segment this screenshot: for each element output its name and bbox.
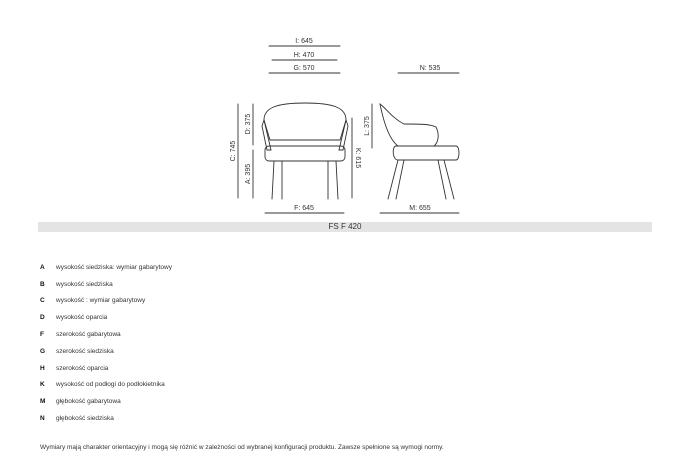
legend-text: wysokość oparcia — [56, 314, 108, 322]
side-seat — [393, 146, 459, 160]
legend-item — [40, 293, 172, 310]
legend-text: szerokość oparcia — [56, 364, 109, 372]
legend-item — [40, 410, 172, 427]
legend-text: wysokość : wymiar gabarytowy — [56, 297, 146, 305]
legend-text: głębokość siedziska — [56, 415, 114, 423]
dim-label-c: C: 745 — [230, 140, 237, 162]
legend-text: wysokość siedziska: wymiar gabarytowy — [56, 263, 172, 271]
dimension-legend — [40, 259, 172, 427]
legend-key: D — [40, 314, 45, 322]
technical-drawing — [0, 0, 681, 222]
model-name-bar — [38, 222, 652, 232]
legend-key: F — [40, 331, 44, 339]
front-leg-4 — [336, 161, 338, 199]
dim-label-m: M: 655 — [409, 205, 431, 212]
legend-item — [40, 343, 172, 360]
legend-key: G — [40, 347, 46, 355]
dim-label-a: A: 395 — [245, 163, 252, 185]
dim-label-g: G: 570 — [293, 65, 315, 72]
legend-item — [40, 276, 172, 293]
legend-key: H — [40, 364, 45, 372]
dim-label-n: N: 535 — [419, 65, 441, 72]
front-seat — [265, 146, 345, 161]
footnote: Wymiary mają charakter orientacyjny i mogą się różnić w zależności od wybranej konfiguracji produktu. Zawsze spełnione są wymogi normy. — [40, 444, 444, 451]
legend-item — [40, 326, 172, 343]
legend-text: głębokość gabarytowa — [56, 398, 121, 406]
legend-key: A — [40, 263, 45, 271]
dim-label-l: L: 375 — [364, 116, 371, 136]
dim-label-d: D: 375 — [245, 113, 252, 135]
legend-text: szerokość gabarytowa — [56, 331, 121, 339]
front-backrest — [264, 103, 346, 140]
model-name: FS F 420 — [328, 222, 362, 231]
front-armrest-right — [339, 120, 348, 150]
dim-label-h: H: 470 — [293, 52, 315, 59]
legend-key: B — [40, 280, 45, 288]
dim-label-k: K: 615 — [354, 147, 361, 169]
dim-label-f: F: 645 — [294, 205, 314, 212]
side-leg-2 — [396, 160, 404, 199]
side-backrest — [380, 104, 438, 146]
legend-key: N — [40, 415, 45, 423]
side-leg-4 — [444, 160, 454, 199]
legend-key: C — [40, 297, 45, 305]
legend-item — [40, 377, 172, 394]
legend-text: wysokość siedziska — [56, 280, 113, 288]
legend-item — [40, 360, 172, 377]
front-armrest-left — [262, 120, 271, 150]
legend-key: M — [40, 398, 46, 406]
legend-item — [40, 309, 172, 326]
legend-item — [40, 393, 172, 410]
front-leg-1 — [272, 161, 274, 199]
legend-text: szerokość siedziska — [56, 347, 114, 355]
legend-text: wysokość od podłogi do podłokietnika — [56, 381, 165, 389]
side-leg-1 — [388, 160, 398, 199]
side-leg-3 — [438, 160, 446, 199]
legend-key: K — [40, 381, 45, 389]
dim-label-i: I: 645 — [295, 38, 313, 45]
legend-item — [40, 259, 172, 276]
